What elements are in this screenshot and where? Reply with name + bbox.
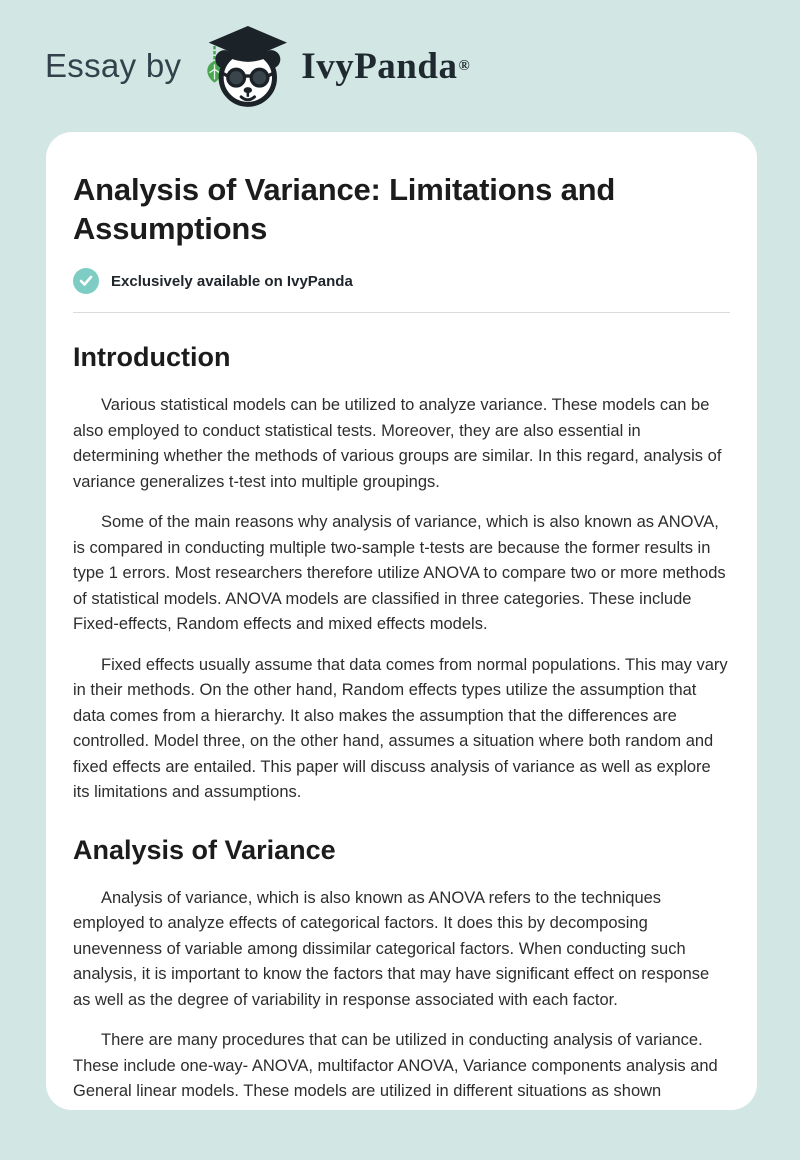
essay-card [46, 132, 757, 1110]
logo-wordmark: IvyPanda [301, 45, 458, 87]
section-heading-introduction: Introduction [73, 342, 231, 372]
divider [73, 312, 730, 313]
ivypanda-logo[interactable] [197, 19, 469, 113]
panda-graduation-icon [197, 19, 297, 113]
site-header [0, 0, 800, 132]
section-heading-analysis-of-variance: Analysis of Variance [73, 834, 336, 865]
essay-by-label: Essay by [45, 47, 182, 84]
essay-title: Analysis of Variance: Limitations and Assumptions [73, 172, 616, 246]
check-icon [73, 268, 99, 294]
exclusive-badge-label: Exclusively available on IvyPanda [111, 272, 353, 290]
paragraph: Analysis of variance, which is also known as ANOVA refers to the techniques employed to analyze effects of categorical factors. It does this by decomposing unevenness of variable among dissimilar categorical factors. When conducting such analysis, it is important to know the factors that may have significant effect on response as well as the degree of variability in response associated with each factor. [73, 888, 710, 1009]
registered-mark: ® [458, 57, 470, 74]
paragraph: Various statistical models can be utilized to analyze variance. These models can be also employed to conduct statistical tests. Moreover, they are also essential in determining whether the methods of various groups are similar. In this regard, analysis of variance generalizes t-test into multiple groupings. [73, 396, 722, 491]
paragraph: Some of the main reasons why analysis of variance, which is also known as ANOVA, is compared in conducting multiple two-sample t-tests are because the former results in type 1 errors. Most researchers therefore utilize ANOVA to compare two or more methods of statistical models. ANOVA models are classified in three categories. These include Fixed-effects, Random effects and mixed effects models. [73, 513, 726, 633]
exclusive-badge [73, 268, 730, 294]
paragraph: There are many procedures that can be utilized in conducting analysis of variance. These include one-way- ANOVA, multifactor ANOVA, Variance components analysis and General linear models. These models are utilized in different situations as shown [73, 1031, 718, 1100]
paragraph: Fixed effects usually assume that data comes from normal populations. This may vary in their methods. On the other hand, Random effects types utilize the assumption that data comes from a hierarchy. It also makes the assumption that the differences are controlled. Model three, on the other hand, assumes a situation where both random and fixed effects are entailed. This paper will discuss analysis of variance as well as explore its limitations and assumptions. [73, 655, 728, 801]
